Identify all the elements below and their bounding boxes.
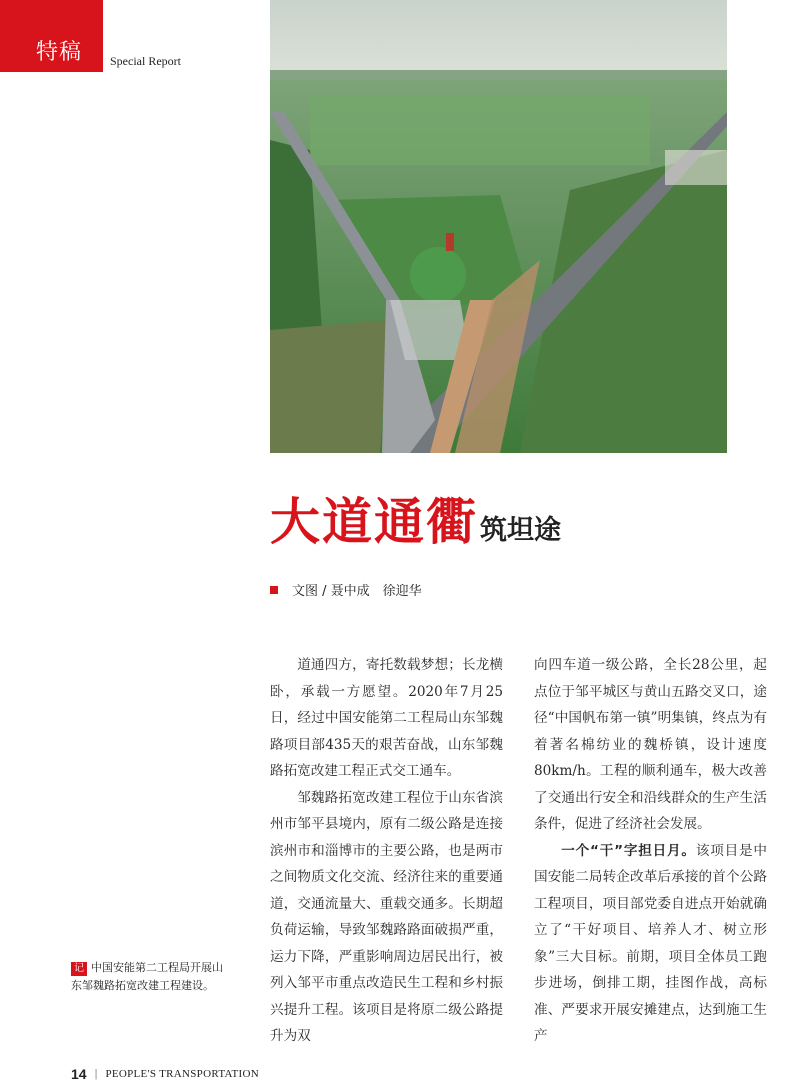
- aerial-highway-image: [270, 0, 727, 453]
- caption-mark-icon: 记: [71, 962, 87, 976]
- byline: [270, 580, 422, 599]
- footer-separator: |: [94, 1068, 98, 1080]
- section-tab: [0, 0, 103, 72]
- title-main: 大道通衢: [270, 493, 478, 551]
- page-number: 14: [71, 1066, 87, 1082]
- paragraph: [534, 838, 767, 1050]
- photo-caption: [71, 959, 231, 995]
- section-label-english: Special Report: [110, 54, 181, 68]
- paragraph-body: 该项目是中国安能二局转企改革后承接的首个公路工程项目，项目部党委自进点开始就确立了“干好项目、培养人才、树立形象”三大目标。前期，项目全体员工跑步进场，倒排工期，挂图作战，高标准、严要求开展安摊建点，达到施工生产: [534, 842, 768, 1044]
- byline-square-icon: [270, 586, 278, 594]
- title-sub: 筑坦途: [480, 515, 561, 546]
- byline-text: 文图 / 聂中成 徐迎华: [292, 584, 422, 599]
- article-column-2: [534, 652, 767, 1050]
- article-column-1: [270, 652, 503, 1050]
- article-title: [270, 482, 730, 554]
- section-label: 特稿: [36, 40, 83, 65]
- paragraph-lead: 一个“干”字担日月。: [561, 842, 696, 859]
- paragraph: 邹魏路拓宽改建工程位于山东省滨州市邹平县境内，原有二级公路是连接滨州市和淄博市的主要公路，也是两市之间物质文化交流、经济往来的重要通道，交通流量大、重载交通多。长期超负荷运输，导致邹魏路路面破损严重，运力下降，严重影响周边居民出行，被列入邹平市重点改造民生工程和乡村振兴提升工程。该项目是将原二级公路提升为双: [270, 789, 503, 1044]
- hero-photo: [270, 0, 727, 453]
- magazine-name: PEOPLE'S TRANSPORTATION: [105, 1068, 259, 1080]
- page-footer: [71, 1066, 259, 1082]
- paragraph: 道通四方，寄托数载梦想；长龙横卧，承载一方愿望。2020年7月25日，经过中国安能第二工程局山东邹魏路项目部435天的艰苦奋战，山东邹魏路拓宽改建工程正式交工通车。: [270, 657, 503, 779]
- paragraph: 向四车道一级公路，全长28公里，起点位于邹平城区与黄山五路交叉口，途径“中国帆布第一镇”明集镇，终点为有着著名棉纺业的魏桥镇，设计速度80km/h。工程的顺利通车，极大改善了交通出行安全和沿线群众的生产生活条件，促进了经济社会发展。: [534, 657, 767, 832]
- caption-text: 中国安能第二工程局开展山东邹魏路拓宽改建工程建设。: [71, 961, 223, 992]
